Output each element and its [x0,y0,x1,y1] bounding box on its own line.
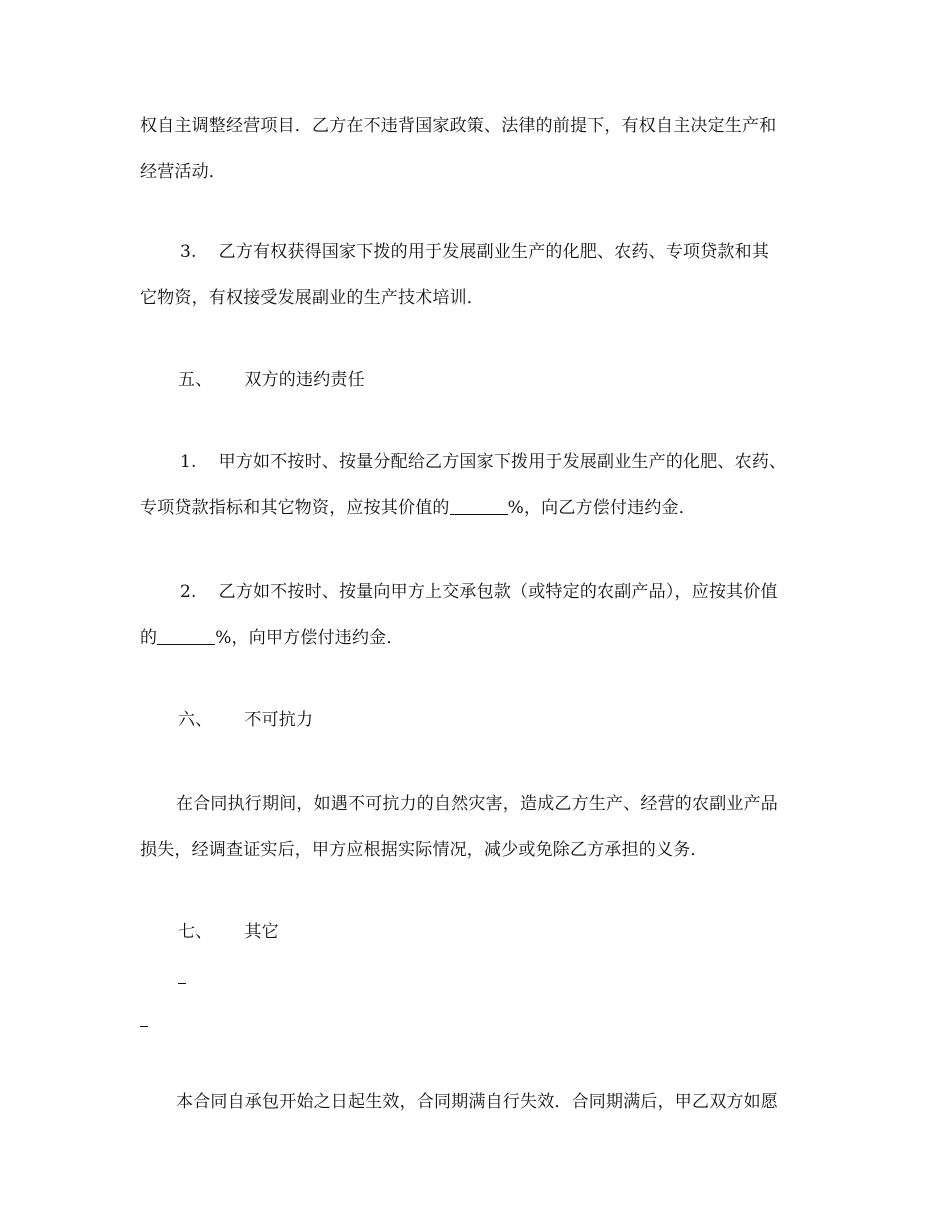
paragraph-line [140,626,404,650]
line-text: 它物资，有权接受发展副业的生产技术培训． [140,288,484,308]
section-number: 六、 [178,710,213,730]
line-text: 专项贷款指标和其它物资，应按其价值的 [140,498,450,518]
paragraph-line [140,286,484,310]
section-heading-5 [178,368,365,392]
line-text: 损失，经调查证实后，甲方应根据实际情况，减少或免除乙方承担的义务． [140,840,708,860]
line-text: 乙方有权获得国家下拨的用于发展副业生产的化肥、农药、专项贷款和其 [218,242,770,262]
section-title: 双方的违约责任 [244,370,365,390]
fill-in-blank [157,628,215,645]
line-text: 在合同执行期间，如遇不可抗力的自然灾害，造成乙方生产、经营的农副业产品 [176,794,778,814]
paragraph-line [140,160,226,184]
line-text: %，向乙方偿付违约金． [507,498,696,518]
line-text: 经营活动． [140,162,226,182]
line-text: %，向甲方偿付违约金． [215,628,404,648]
section-title: 不可抗力 [244,710,314,730]
clause-2-line [180,580,778,604]
paragraph-line [140,496,696,520]
line-text: 权自主调整经营项目．乙方在不违背国家政策、法律的前提下，有权自主决定生产和 [140,116,777,136]
clause-number: 1. [180,452,197,472]
paragraph-line [140,114,776,138]
clause-3-line [180,240,769,264]
underscore-mark [140,1026,148,1027]
section-number: 五、 [178,370,213,390]
clause-number: 2. [180,582,197,602]
line-text: 本合同自承包开始之日起生效，合同期满自行失效．合同期满后，甲乙双方如愿 [176,1092,778,1112]
line-text: 乙方如不按时、按量向甲方上交承包款（或特定的农副产品），应按其价值 [218,582,778,602]
fill-in-blank [450,498,508,515]
underscore-mark [178,983,186,984]
section-number: 七、 [178,922,213,942]
line-text: 甲方如不按时、按量分配给乙方国家下拨用于发展副业生产的化肥、农药、 [218,452,787,472]
clause-1-line [180,450,786,474]
section-heading-6 [178,708,313,732]
clause-number: 3. [180,242,197,262]
paragraph-line [176,1090,778,1114]
paragraph-line [140,838,708,862]
section-title: 其它 [244,922,279,942]
line-text: 的 [140,628,158,648]
paragraph-line [176,792,778,816]
section-heading-7 [178,920,279,944]
